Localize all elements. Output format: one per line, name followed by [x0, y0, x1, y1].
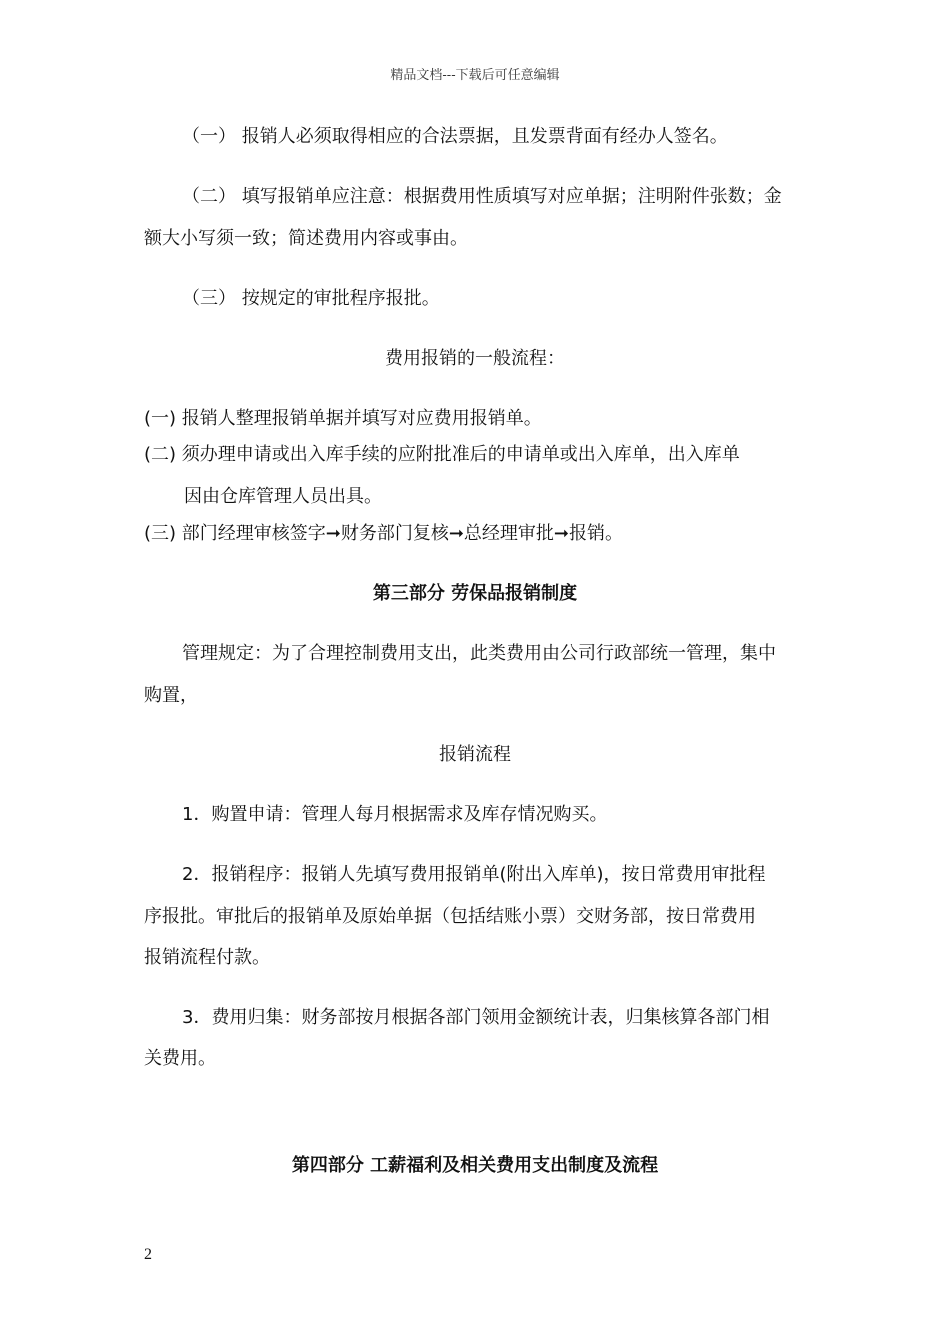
process-step-3-line-2: 关费用。 — [144, 1048, 216, 1069]
flow-step-3: (三) 部门经理审核签字➞财务部门复核➞总经理审批➞报销。 — [144, 523, 624, 544]
page-header: 精品文档---下载后可任意编辑 — [390, 68, 560, 83]
rule-3: （三） 按规定的审批程序报批。 — [182, 288, 440, 309]
process-step-2-line-2: 序报批。审批后的报销单及原始单据（包括结账小票）交财务部，按日常费用 — [144, 906, 756, 927]
flow-step-1: (一) 报销人整理报销单据并填写对应费用报销单。 — [144, 408, 542, 429]
management-rule-line-2: 购置， — [144, 685, 198, 706]
process-step-2-line-1: 2．报销程序：报销人先填写费用报销单(附出入库单)，按日常费用审批程 — [182, 864, 766, 885]
rule-2-line-1: （二） 填写报销单应注意：根据费用性质填写对应单据；注明附件张数；金 — [182, 186, 782, 207]
flow-title: 费用报销的一般流程： — [385, 348, 565, 369]
flow-step-2-line-1: (二) 须办理申请或出入库手续的应附批准后的申请单或出入库单，出入库单 — [144, 444, 740, 465]
rule-2-line-2: 额大小写须一致；简述费用内容或事由。 — [144, 228, 468, 249]
section-4-title: 第四部分 工薪福利及相关费用支出制度及流程 — [291, 1155, 659, 1176]
rule-1: （一） 报销人必须取得相应的合法票据，且发票背面有经办人签名。 — [182, 126, 728, 147]
management-rule-line-1: 管理规定：为了合理控制费用支出，此类费用由公司行政部统一管理，集中 — [182, 643, 776, 664]
section-3-title: 第三部分 劳保品报销制度 — [372, 583, 578, 604]
process-step-3-line-1: 3．费用归集：财务部按月根据各部门领用金额统计表，归集核算各部门相 — [182, 1007, 770, 1028]
process-step-1: 1．购置申请：管理人每月根据需求及库存情况购买。 — [182, 804, 608, 825]
flow-step-2-line-2: 因由仓库管理人员出具。 — [184, 486, 382, 507]
process-step-2-line-3: 报销流程付款。 — [144, 947, 270, 968]
process-title: 报销流程 — [439, 744, 511, 765]
page-number: 2 — [144, 1246, 152, 1263]
